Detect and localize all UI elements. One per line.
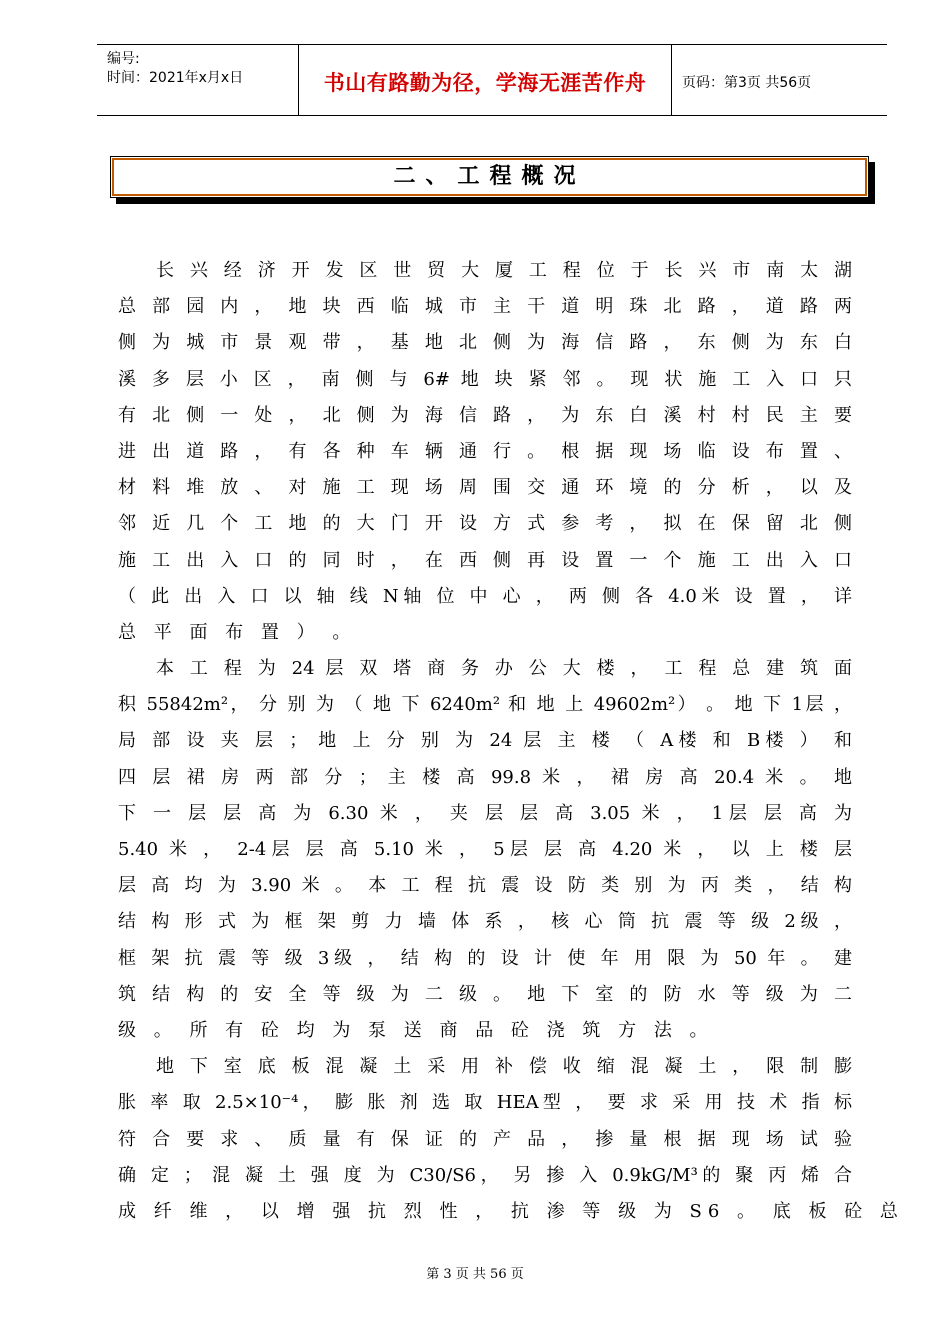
header-meta xyxy=(107,50,243,88)
time-label: 时间：2021年x月x日 xyxy=(107,70,244,86)
paragraph-line: 成 纤 维 ， 以 增 强 抗 烈 性 ， 抗 渗 等 级 为 S6 。 底 板 砼 总 xyxy=(118,1200,904,1222)
paragraph-line: 下 一 层 层 高 为 6.30 米 ， 夹 层 层 高 3.05 米 ， 1层 层 高 为 xyxy=(118,802,852,824)
page-header xyxy=(97,44,887,116)
paragraph-line: 地 下 室 底 板 混 凝 土 采 用 补 偿 收 缩 混 凝 土 ， 限 制 膨 xyxy=(156,1056,852,1078)
paragraph-line: 框 架 抗 震 等 级 3级 ， 结 构 的 设 计 使 年 用 限 为 50 年 。 建 xyxy=(118,947,852,969)
paragraph-line: 邻 近 几 个 工 地 的 大 门 开 设 方 式 参 考 ， 拟 在 保 留 北 侧 xyxy=(118,513,852,535)
header-divider xyxy=(671,45,672,115)
paragraph-line: 材 料 堆 放 、 对 施 工 现 场 周 围 交 通 环 境 的 分 析 ， 以 及 xyxy=(118,477,852,499)
paragraph-line: 确 定 ； 混 凝 土 强 度 为 C30/S6， 另 掺 入 0.9kG/M³的 聚 丙 烯 合 xyxy=(118,1164,852,1186)
paragraph-line: 层 高 均 为 3.90 米 。 本 工 程 抗 震 设 防 类 别 为 丙 类 ， 结 构 xyxy=(118,875,852,897)
section-title: 二、工程概况 xyxy=(110,156,869,198)
header-divider xyxy=(298,45,299,115)
code-label: 编号: xyxy=(107,51,140,67)
paragraph-line: 进 出 道 路 ， 有 各 种 车 辆 通 行 。 根 据 现 场 临 设 布 置 、 xyxy=(118,440,852,462)
paragraph-line: 侧 为 城 市 景 观 带 ， 基 地 北 侧 为 海 信 路 ， 东 侧 为 东 白 xyxy=(118,332,852,354)
paragraph-line: 有 北 侧 一 处 ， 北 侧 为 海 信 路 ， 为 东 白 溪 村 村 民 主 要 xyxy=(118,404,852,426)
paragraph-line: 符 合 要 求 、 质 量 有 保 证 的 产 品 ， 掺 量 根 据 现 场 试 验 xyxy=(118,1128,852,1150)
paragraph-line: 结 构 形 式 为 框 架 剪 力 墙 体 系 ， 核 心 筒 抗 震 等 级 2级 ， xyxy=(118,911,852,933)
paragraph-line: 级 。 所 有 砼 均 为 泵 送 商 品 砼 浇 筑 方 法 。 xyxy=(118,1019,714,1041)
header-page-label: 页码：第3页 共56页 xyxy=(682,75,812,91)
paragraph-line: 总 部 园 内 ， 地 块 西 临 城 市 主 干 道 明 珠 北 路 ， 道 路 两 xyxy=(118,296,852,318)
paragraph-line: 施 工 出 入 口 的 同 时 ， 在 西 侧 再 设 置 一 个 施 工 出 入 口 xyxy=(118,549,852,571)
paragraph-line: 溪 多 层 小 区 ， 南 侧 与 6# 地 块 紧 邻 。 现 状 施 工 入 口 只 xyxy=(118,368,852,390)
paragraph-line: 筑 结 构 的 安 全 等 级 为 二 级 。 地 下 室 的 防 水 等 级 为 二 xyxy=(118,983,852,1005)
paragraph-line: （ 此 出 入 口 以 轴 线 N轴 位 中 心 ， 两 侧 各 4.0米 设 置 ， 详 xyxy=(118,585,852,607)
paragraph-line: 本 工 程 为 24 层 双 塔 商 务 办 公 大 楼 ， 工 程 总 建 筑 面 xyxy=(156,658,852,680)
page-footer: 第 3 页 共 56 页 xyxy=(426,1267,524,1282)
paragraph-line: 胀 率 取 2.5×10⁻⁴， 膨 胀 剂 选 取 HEA型 ， 要 求 采 用 技 术 指 标 xyxy=(118,1092,852,1114)
paragraph-line: 总 平 面 布 置 ） 。 xyxy=(118,621,357,643)
document-body xyxy=(118,256,904,1233)
paragraph-line: 局 部 设 夹 层 ； 地 上 分 别 为 24 层 主 楼 （ A楼 和 B楼 ） 和 xyxy=(118,730,852,752)
paragraph-line: 长 兴 经 济 开 发 区 世 贸 大 厦 工 程 位 于 长 兴 市 南 太 湖 xyxy=(156,260,852,281)
paragraph-line: 积 55842m²， 分 别 为 （ 地 下 6240m² 和 地 上 49602m²） 。 地 下 1层 ， xyxy=(118,694,852,716)
paragraph-line: 5.40 米 ， 2-4层 层 高 5.10 米 ， 5层 层 高 4.20 米 ， 以 上 楼 层 xyxy=(118,839,852,860)
paragraph-line: 四 层 裙 房 两 部 分 ； 主 楼 高 99.8 米 ， 裙 房 高 20.4 米 。 地 xyxy=(118,766,852,788)
header-motto: 书山有路勤为径，学海无涯苦作舟 xyxy=(323,71,647,95)
